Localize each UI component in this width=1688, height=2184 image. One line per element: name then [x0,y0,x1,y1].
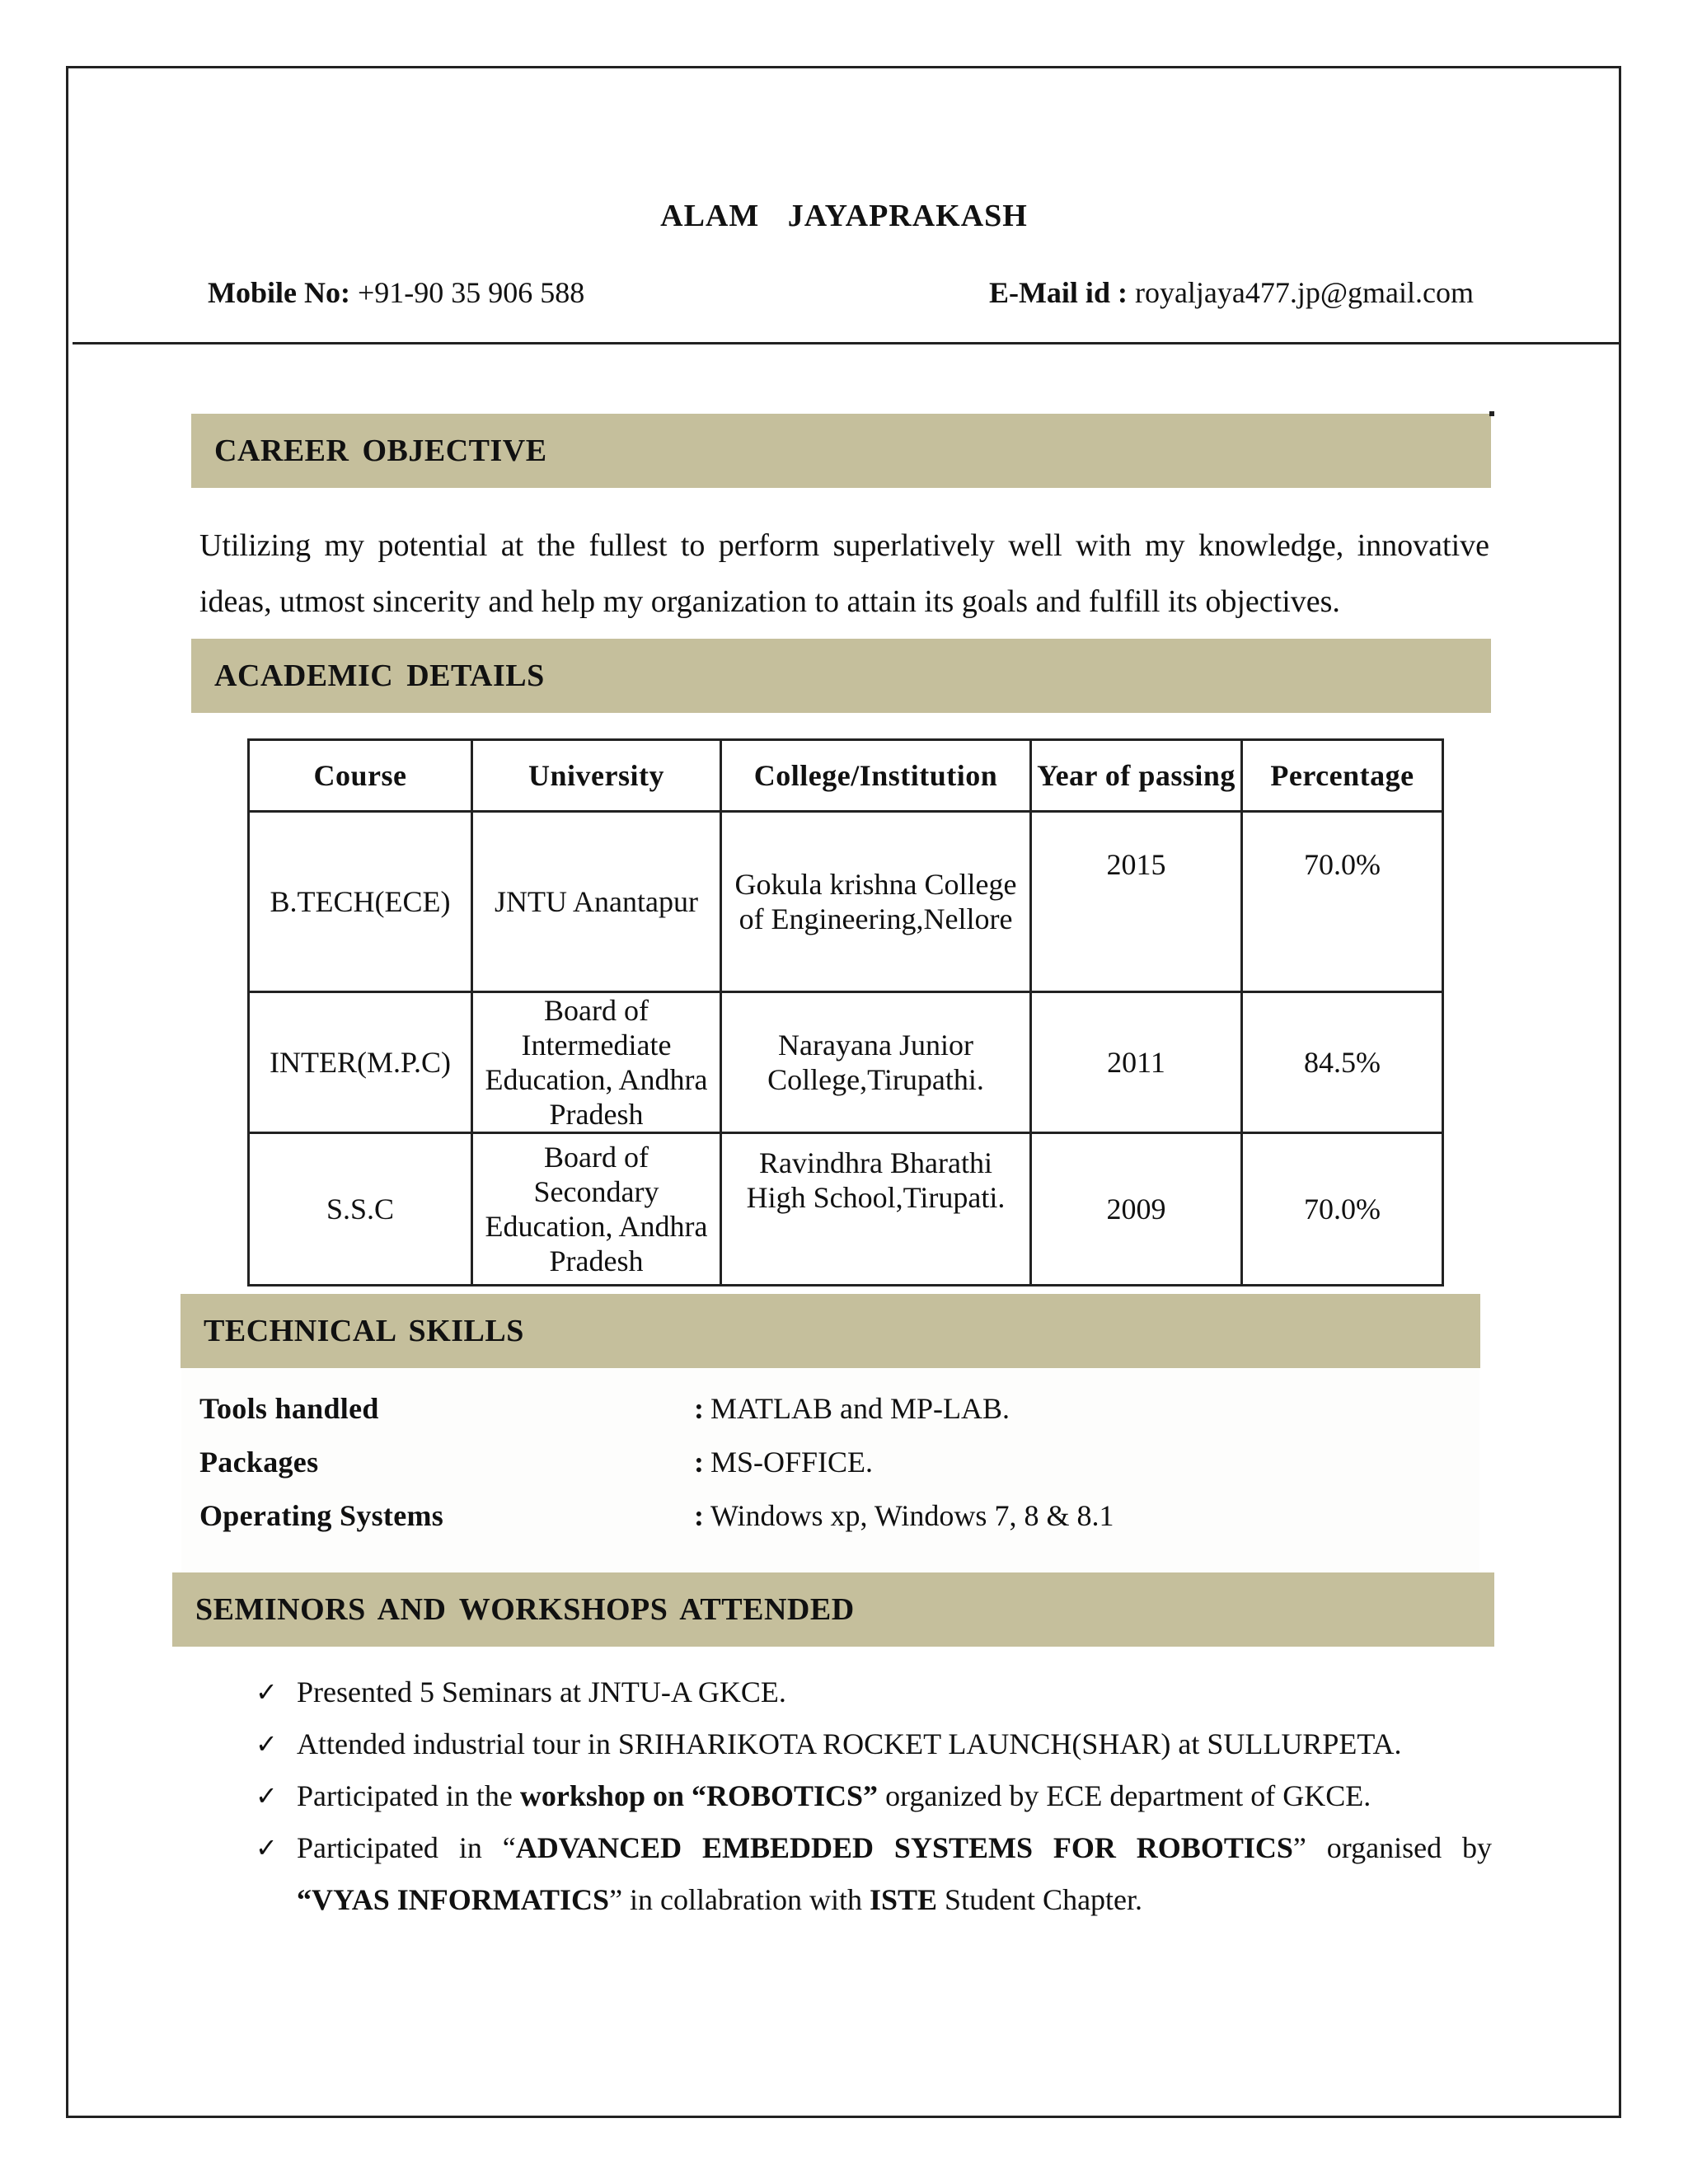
list-item [256,1822,1492,1874]
college-cell: Gokula krishna College of Engineering,Nellore [721,812,1031,992]
table-header-row [249,740,1443,812]
seminar-text: Attended industrial tour in SRIHARIKOTA ROCKET LAUNCH(SHAR) at SULLURPETA. [297,1727,1402,1760]
skill-separator: : [694,1499,704,1532]
skill-value-tools [694,1391,1010,1426]
university-cell: JNTU Anantapur [472,812,721,992]
header-percentage: Percentage [1242,740,1443,812]
academic-table [247,738,1444,1286]
seminar-text-mid: ” organised by [1292,1831,1492,1864]
college-cell: Ravindhra Bharathi High School,Tirupati. [721,1133,1031,1286]
seminar-text-bold: ADVANCED EMBEDDED SYSTEMS FOR ROBOTICS [515,1831,1293,1864]
seminar-text-bold: workshop on “ROBOTICS” [519,1779,879,1812]
decorative-dot [1489,411,1494,416]
list-item [256,1666,1492,1718]
skill-value-text: MATLAB and MP-LAB. [710,1392,1010,1425]
college-cell: Narayana Junior College,Tirupathi. [721,992,1031,1133]
career-objective-heading [191,414,1491,488]
seminar-text-bold: “VYAS INFORMATICS [297,1883,610,1916]
academic-details-heading [191,639,1491,713]
email-address [989,275,1474,310]
academic-details-title: ACADEMIC DETAILS [214,658,545,693]
technical-skills-title: TECHNICAL SKILLS [204,1314,524,1348]
percentage-cell: 70.0% [1242,812,1443,992]
check-icon: ✓ [256,1728,278,1760]
skill-label-packages: Packages [199,1446,319,1479]
email-value: royaljaya477.jp@gmail.com [1134,276,1474,309]
header-college: College/Institution [721,740,1031,812]
seminars-title: SEMINORS AND WORKSHOPS ATTENDED [195,1592,855,1627]
check-icon: ✓ [256,1676,278,1708]
seminar-text-pre: Participated in the [297,1779,520,1812]
career-objective-title: CAREER OBJECTIVE [214,434,547,468]
seminar-continuation-line [256,1874,1492,1926]
header-year: Year of passing [1031,740,1242,812]
percentage-cell: 70.0% [1242,1133,1443,1286]
email-label: E-Mail id : [988,276,1128,309]
seminar-text-mid: ” in collabration with [609,1883,870,1916]
skill-separator: : [694,1392,704,1425]
table-row [249,1133,1443,1286]
seminar-text-pre: Participated in “ [297,1831,516,1864]
skill-value-text: MS-OFFICE. [710,1446,874,1479]
check-icon: ✓ [256,1832,278,1863]
year-cell: 2011 [1031,992,1242,1133]
seminar-list [256,1666,1492,1874]
table-row [249,992,1443,1133]
mobile-number [208,275,584,310]
mobile-label: Mobile No: [208,276,350,309]
header-university: University [472,740,721,812]
mobile-value: +91-90 35 906 588 [357,276,585,309]
seminar-text-bold: ISTE [869,1883,938,1916]
header-divider [73,342,1620,344]
table-row [249,812,1443,992]
skill-value-os [694,1498,1114,1533]
year-cell: 2009 [1031,1133,1242,1286]
skill-value-packages [694,1445,873,1479]
technical-skills-heading [181,1294,1480,1368]
university-cell: Board of Secondary Education, Andhra Pradesh [472,1133,721,1286]
percentage-cell: 84.5% [1242,992,1443,1133]
seminar-text-post: Student Chapter. [937,1883,1143,1916]
skill-label-os: Operating Systems [199,1499,444,1532]
seminars-heading [172,1572,1494,1647]
skill-separator: : [694,1446,704,1479]
year-cell: 2015 [1031,812,1242,992]
course-cell: B.TECH(ECE) [249,812,472,992]
list-item [256,1718,1492,1770]
skill-label-tools: Tools handled [199,1392,379,1425]
skill-value-text: Windows xp, Windows 7, 8 & 8.1 [710,1499,1114,1532]
candidate-name: ALAM JAYAPRAKASH [660,199,1028,233]
seminar-text: Presented 5 Seminars at JNTU-A GKCE. [297,1675,786,1708]
course-cell: S.S.C [249,1133,472,1286]
check-icon: ✓ [256,1780,278,1811]
career-objective-text: Utilizing my potential at the fullest to perform superlatively well with my knowledge, innovative ideas, utmost sincerity and help my organization to attain its goals and fulfill its objectives. [199,528,1489,619]
seminar-text-post: organized by ECE department of GKCE. [878,1779,1372,1812]
course-cell: INTER(M.P.C) [249,992,472,1133]
seminar-continuation [256,1874,1492,1926]
university-cell: Board of Intermediate Education, Andhra Pradesh [472,992,721,1133]
list-item [256,1770,1492,1822]
header-course: Course [249,740,472,812]
